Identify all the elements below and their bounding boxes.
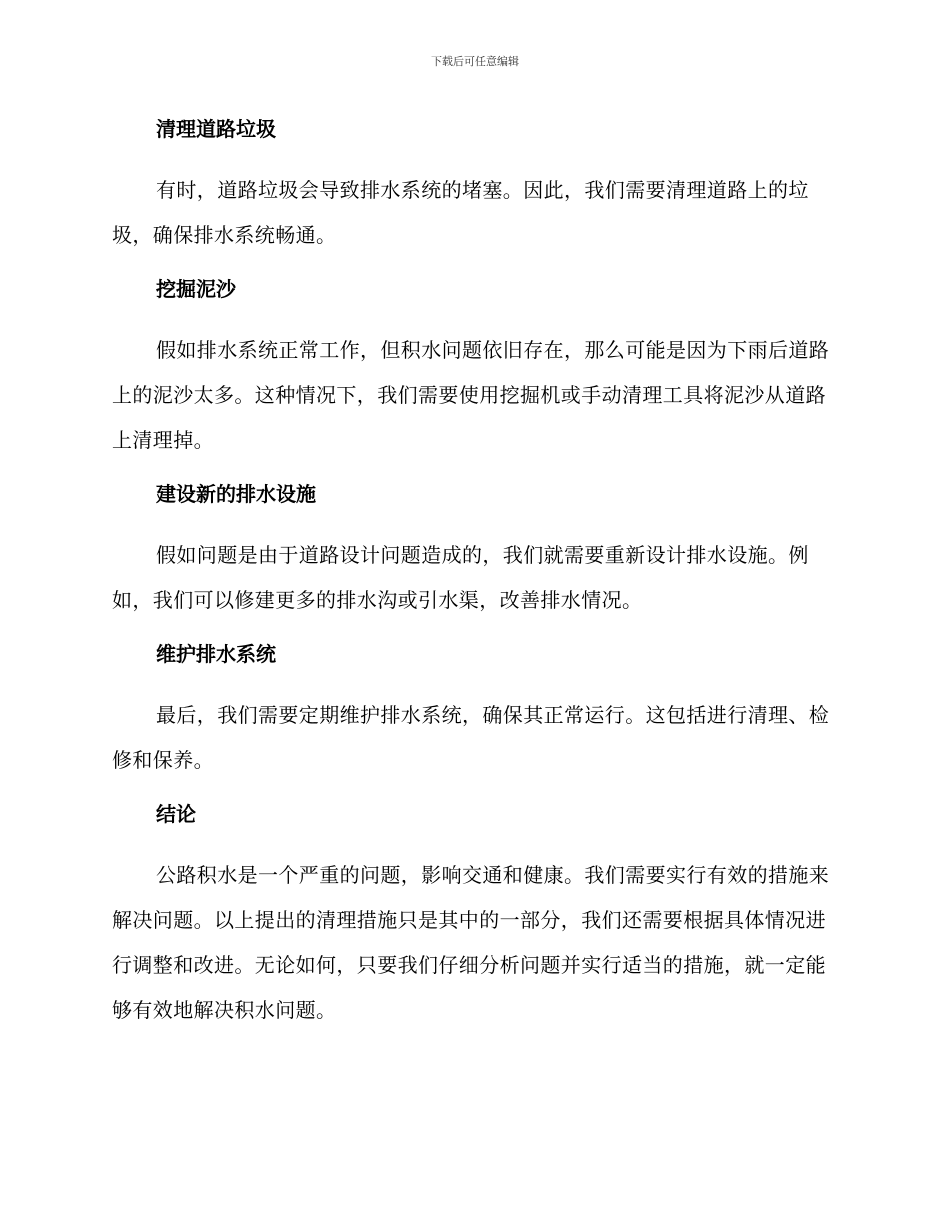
section-build-drainage (112, 477, 838, 623)
section-conclusion (112, 797, 838, 1033)
section-heading: 清理道路垃圾 (156, 117, 276, 141)
section-dig-sediment (112, 272, 838, 463)
section-paragraph: 假如排水系统正常工作，但积水问题依旧存在，那么可能是因为下雨后道路上的泥沙太多。这种情况下，我们需要使用挖掘机或手动清理工具将泥沙从道路上清理掉。 (112, 338, 830, 452)
section-paragraph: 最后，我们需要定期维护排水系统，确保其正常运行。这包括进行清理、检修和保养。 (112, 703, 830, 772)
section-heading: 结论 (156, 802, 196, 826)
section-paragraph: 公路积水是一个严重的问题，影响交通和健康。我们需要实行有效的措施来解决问题。以上提出的清理措施只是其中的一部分，我们还需要根据具体情况进行调整和改进。无论如何，只要我们仔细分析问题并实行适当的措施，就一定能够有效地解决积水问题。 (112, 863, 830, 1022)
section-maintain-drainage (112, 637, 838, 783)
section-heading: 建设新的排水设施 (156, 482, 316, 506)
header-note: 下载后可任意编辑 (431, 55, 519, 68)
section-heading: 挖掘泥沙 (156, 277, 236, 301)
document-body (112, 112, 838, 1047)
section-paragraph: 有时，道路垃圾会导致排水系统的堵塞。因此，我们需要清理道路上的垃圾，确保排水系统畅通。 (112, 178, 809, 247)
section-heading: 维护排水系统 (156, 642, 276, 666)
section-paragraph: 假如问题是由于道路设计问题造成的，我们就需要重新设计排水设施。例如，我们可以修建更多的排水沟或引水渠，改善排水情况。 (112, 543, 809, 612)
section-clean-road-garbage (112, 112, 838, 258)
